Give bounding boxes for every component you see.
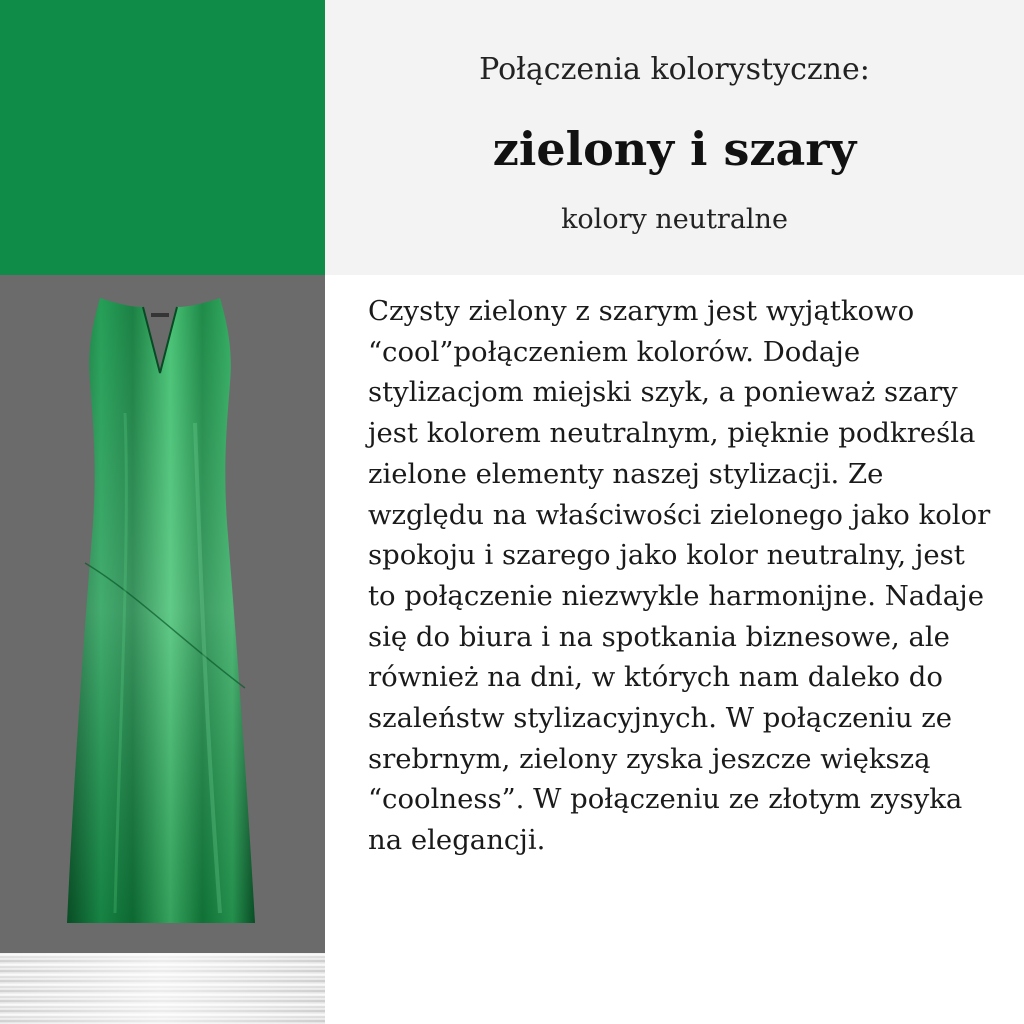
green-satin-dress-icon bbox=[55, 293, 265, 933]
subtitle: kolory neutralne bbox=[561, 204, 788, 235]
silver-color-swatch bbox=[0, 953, 325, 1024]
header-panel bbox=[325, 0, 1024, 275]
page-title: zielony i szary bbox=[492, 122, 857, 176]
green-color-swatch bbox=[0, 0, 325, 275]
grey-color-swatch bbox=[0, 275, 325, 953]
description-text: Czysty zielony z szarym jest wyjątkowo “cool”połączeniem kolorów. Dodaje stylizacjom miejski szyk, a ponieważ szary jest kolorem neutralnym, pięknie podkreśla zielone elementy naszej stylizacji. Ze względu na właściwości zielonego jako kolor spokoju i szarego jako kolor neutralny, jest to połączenie niezwykle harmonijne. Nadaje się do biura i na spotkania biznesowe, ale również na dni, w których nam daleko do szaleństw stylizacyjnych. W połączeniu ze srebrnym, zielony zyska jeszcze większą “coolness”. W połączeniu ze złotym zysyka na elegancji. bbox=[368, 295, 991, 857]
pre-title: Połączenia kolorystyczne: bbox=[479, 52, 870, 87]
text-panel bbox=[325, 275, 1024, 1024]
